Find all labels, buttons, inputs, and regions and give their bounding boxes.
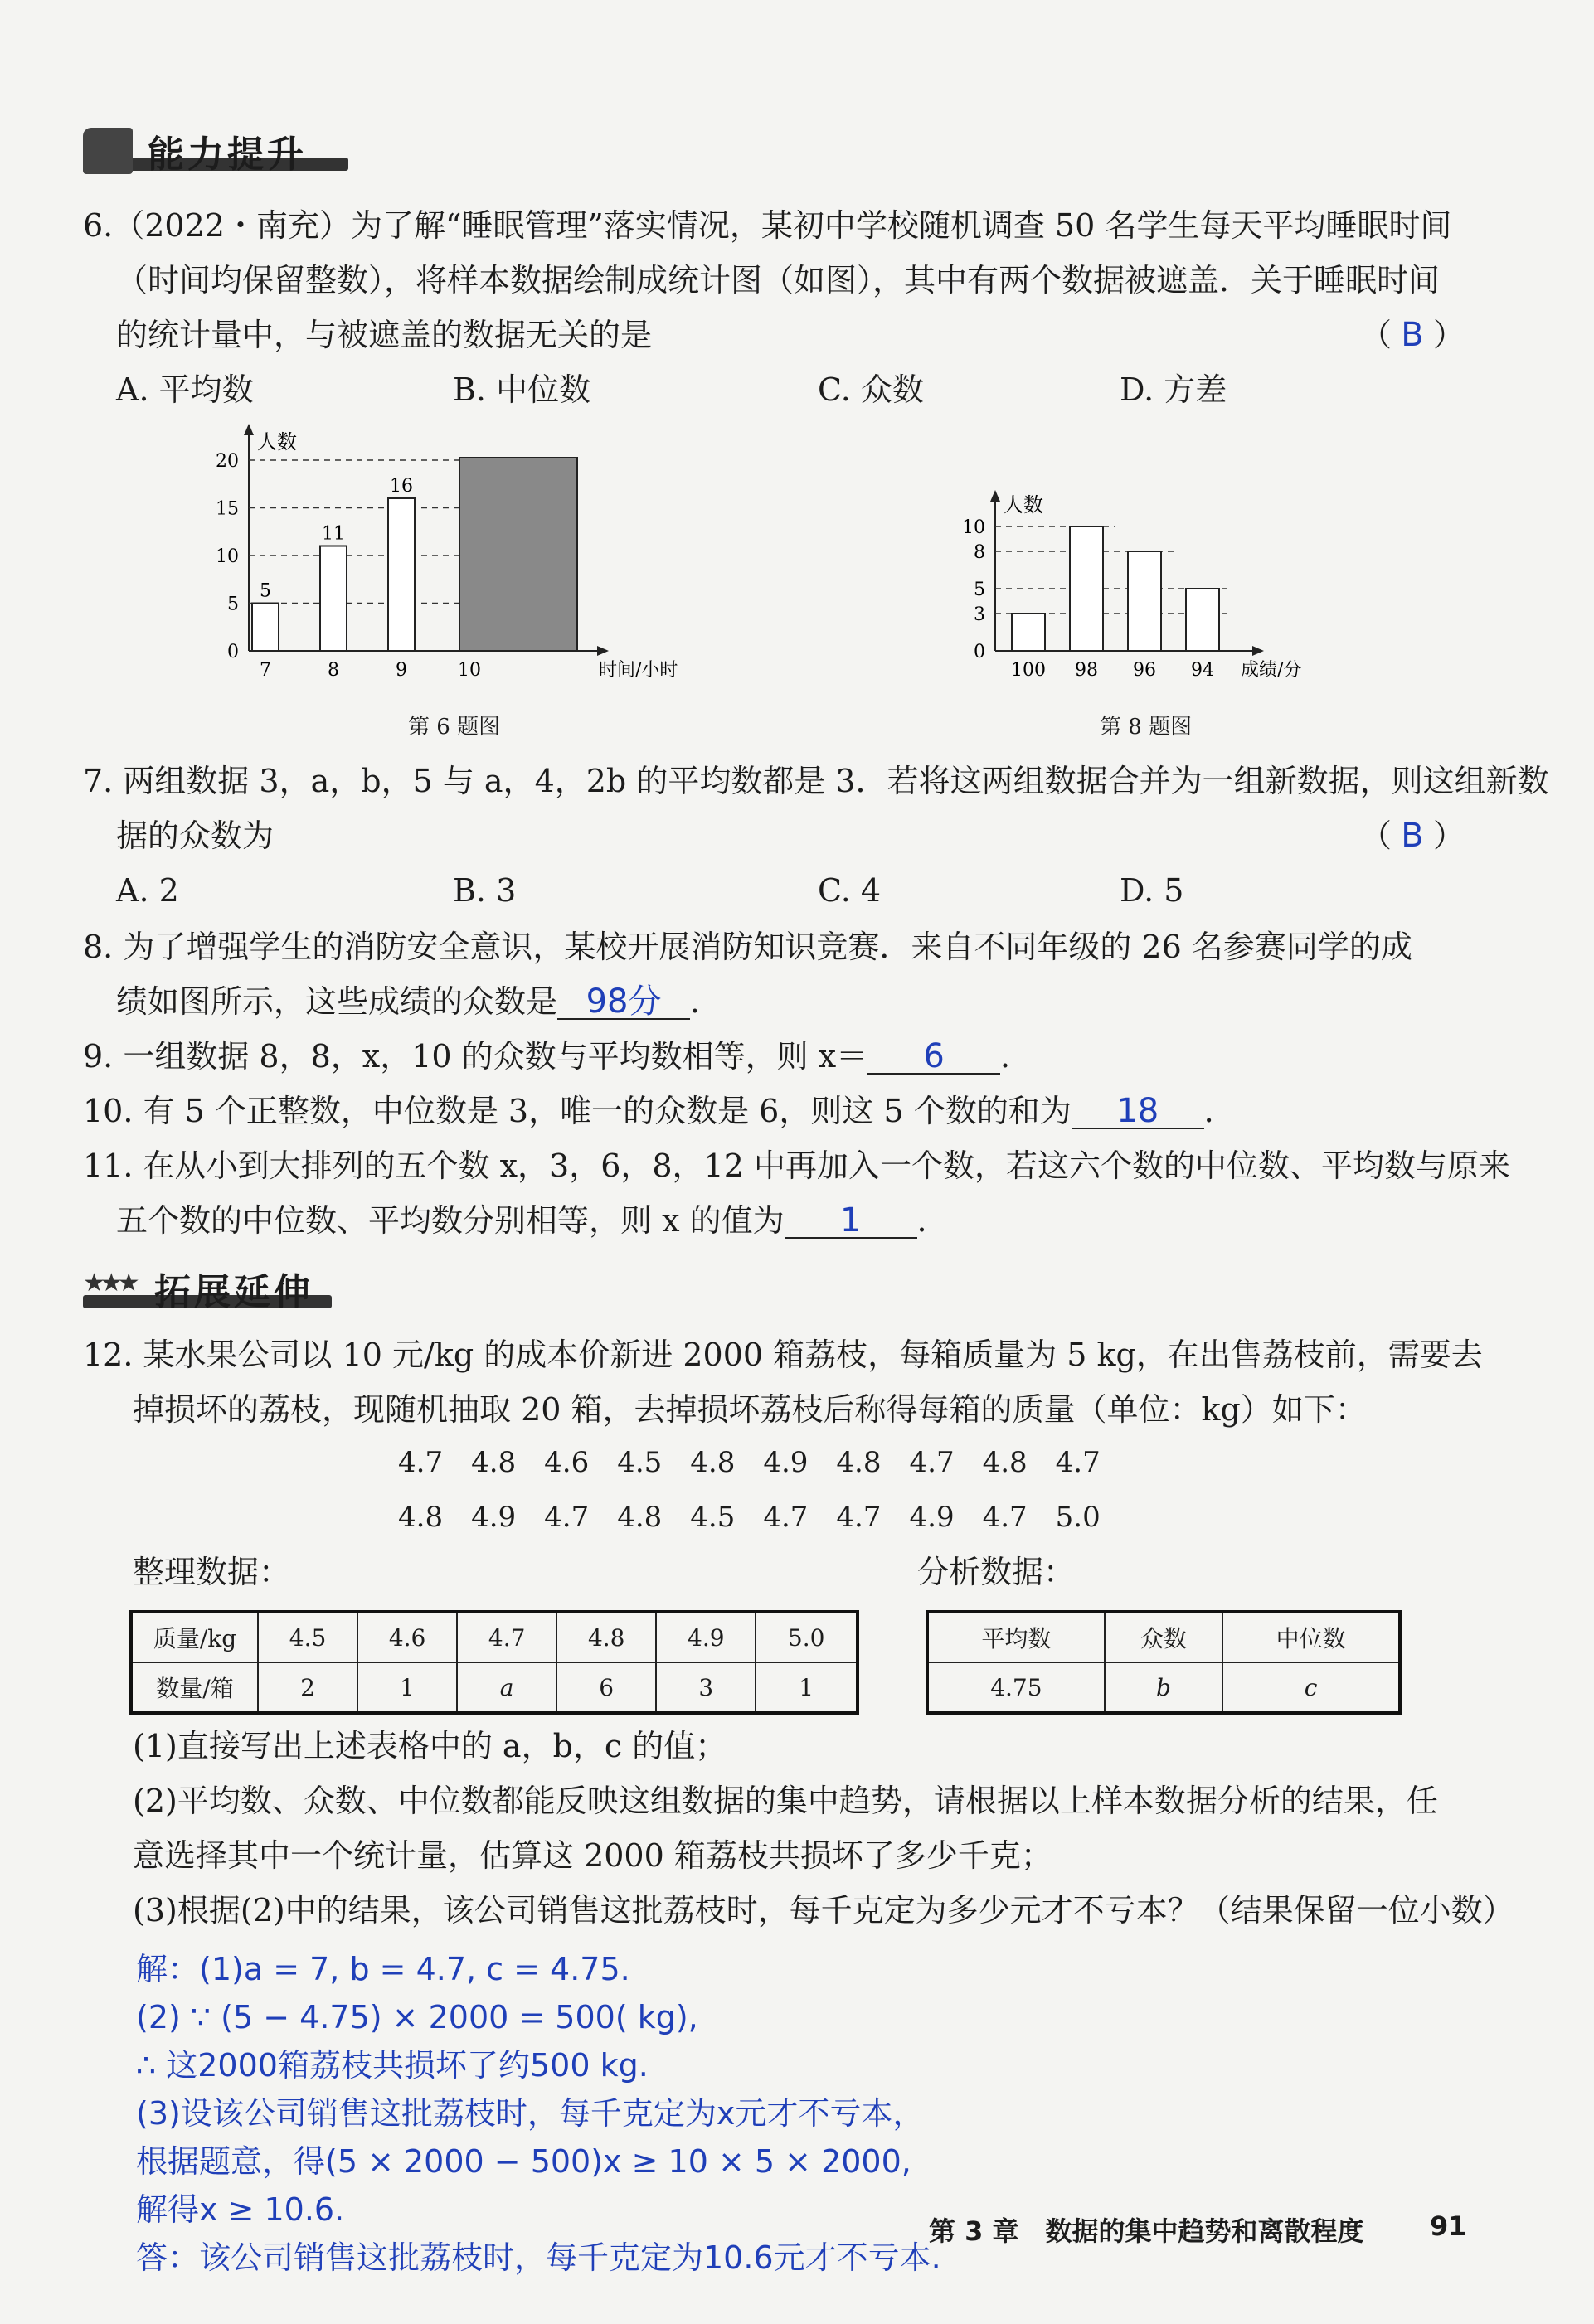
bar-value-label: 5 <box>260 580 271 602</box>
q8-end: ． <box>690 983 722 1020</box>
y-tick-label: 10 <box>216 546 239 567</box>
q12-line1: 12. 某水果公司以 10 元/kg 的成本价新进 2000 箱荔枝，每箱质量为 5 kg，在出售荔枝前，需要去 <box>83 1337 1483 1373</box>
table-row <box>927 1662 1400 1713</box>
table-cell: 质量/kg <box>131 1612 258 1662</box>
q7-option-b: B. 3 <box>453 872 517 909</box>
q6-line2: （时间均保留整数），将样本数据绘制成统计图（如图），其中有两个数据被遮盖．关于睡眠时间 <box>116 262 1441 298</box>
paren-left: （ <box>1360 818 1392 854</box>
y-axis-label: 人数 <box>257 430 297 454</box>
q9-line <box>83 1036 1032 1076</box>
bar <box>388 498 415 651</box>
chart-q8 <box>945 464 1344 688</box>
q11-line2 <box>116 1201 949 1240</box>
section-title: 拓展延伸 <box>154 1271 313 1313</box>
q12-sub1: (1)直接写出上述表格中的 a，b，c 的值； <box>133 1728 727 1764</box>
q12-line2: 掉损坏的荔枝，现随机抽取 20 箱，去掉损坏荔枝后称得每箱的质量（单位：kg）如下： <box>133 1391 1367 1428</box>
solution-line-2: (2) ∵ (5 − 4.75) × 2000 = 500( kg), <box>136 1999 698 2035</box>
table-cell: 4.9 <box>656 1612 756 1662</box>
q11-text: 五个数的中位数、平均数分别相等，则 x 的值为 <box>116 1202 785 1239</box>
y-axis-arrow <box>244 424 254 435</box>
chart-q6-caption: 第 6 题图 <box>408 715 501 740</box>
table-cell: c <box>1222 1662 1400 1713</box>
table-cell: 4.8 <box>556 1612 656 1662</box>
q12-sub2a: (2)平均数、众数、中位数都能反映这组数据的集中趋势，请根据以上样本数据分析的结果，任 <box>133 1783 1438 1819</box>
x-tick-label: 10 <box>458 660 481 681</box>
bar <box>1070 526 1103 651</box>
q12-data-row1: 4.7 4.8 4.6 4.5 4.8 4.9 4.8 4.7 4.8 4.7 <box>398 1446 1101 1479</box>
bar <box>1012 614 1045 651</box>
x-tick-label: 96 <box>1133 660 1156 681</box>
table-cell: 4.75 <box>927 1662 1105 1713</box>
table-row <box>131 1612 858 1662</box>
x-axis-label: 时间/小时 <box>599 660 678 681</box>
y-tick-label: 0 <box>227 642 239 662</box>
x-tick-label: 9 <box>396 660 407 681</box>
x-tick-label: 98 <box>1075 660 1098 681</box>
table-cell: 1 <box>756 1662 858 1713</box>
x-tick-label: 7 <box>260 660 271 681</box>
paren-left: （ <box>1360 317 1392 353</box>
section-header-extension <box>83 1262 332 1315</box>
solution-line-3: ∴ 这2000箱荔枝共损坏了约500 kg. <box>136 2047 649 2084</box>
q7-option-a: A. 2 <box>116 872 179 909</box>
y-tick-label: 3 <box>974 604 985 625</box>
table-cell: b <box>1105 1662 1223 1713</box>
q12-data-row2: 4.8 4.9 4.7 4.8 4.5 4.7 4.7 4.9 4.7 5.0 <box>398 1501 1101 1534</box>
q10-blank <box>1072 1094 1204 1129</box>
q9-blank <box>867 1037 1000 1075</box>
q6-answer: B <box>1401 316 1424 354</box>
bar <box>252 604 279 652</box>
table-cell: 5.0 <box>756 1612 858 1662</box>
table-cell: 中位数 <box>1222 1612 1400 1662</box>
table-row <box>131 1662 858 1713</box>
organize-label: 整理数据： <box>133 1554 291 1590</box>
table-cell: 数量/箱 <box>131 1662 258 1713</box>
q11-end: ． <box>916 1202 949 1239</box>
table-cell: 4.6 <box>357 1612 457 1662</box>
table-cell: 众数 <box>1105 1612 1223 1662</box>
y-axis-label: 人数 <box>1004 493 1043 517</box>
y-axis-arrow <box>990 490 1000 502</box>
solution-line-7: 答：该公司销售这批荔枝时，每千克定为10.6元才不亏本. <box>136 2239 941 2276</box>
q7-answer: B <box>1401 817 1424 855</box>
table-cell: a <box>457 1662 556 1713</box>
q12-sub2b: 意选择其中一个统计量，估算这 2000 箱荔枝共损坏了多少千克； <box>133 1837 1052 1874</box>
q8-answer: 98分 <box>586 982 662 1021</box>
table-row <box>927 1612 1400 1662</box>
table-cell: 1 <box>357 1662 457 1713</box>
chart-q6 <box>199 415 730 688</box>
y-tick-label: 15 <box>216 498 239 520</box>
bar-value-label: 16 <box>390 476 413 497</box>
q8-line1: 8. 为了增强学生的消防安全意识，某校开展消防知识竞赛．来自不同年级的 26 名参赛同学的成 <box>83 929 1412 965</box>
solution-line-6: 解得x ≥ 10.6. <box>136 2191 345 2228</box>
y-tick-label: 8 <box>974 542 985 563</box>
q10-text: 10. 有 5 个正整数，中位数是 3，唯一的众数是 6，则这 5 个数的和为 <box>83 1093 1072 1129</box>
y-tick-label: 5 <box>974 580 985 600</box>
q9-end: ． <box>1000 1038 1033 1075</box>
q6-option-c: C. 众数 <box>818 371 924 408</box>
q11-blank <box>785 1201 917 1240</box>
paren-right: ） <box>1433 818 1465 854</box>
section-title: 能力提升 <box>148 133 307 176</box>
y-tick-label: 5 <box>227 594 239 615</box>
x-axis-arrow <box>597 646 609 656</box>
q11-answer: 1 <box>839 1201 862 1240</box>
solution-line-4: (3)设该公司销售这批荔枝时，每千克定为x元才不亏本， <box>136 2095 925 2132</box>
table-cell: 4.7 <box>457 1612 556 1662</box>
bar <box>1128 551 1161 651</box>
covered-region <box>459 458 577 651</box>
q6-option-b: B. 中位数 <box>453 371 591 408</box>
organize-table <box>129 1610 859 1715</box>
chart-q8-caption: 第 8 题图 <box>1100 715 1193 740</box>
paren-right: ） <box>1433 317 1465 353</box>
x-tick-label: 100 <box>1011 660 1046 681</box>
stars-icon: ★★★ <box>83 1269 135 1298</box>
footer-chapter: 第 3 章 数据的集中趋势和离散程度 <box>929 2215 1364 2247</box>
q8-line2 <box>116 982 722 1021</box>
table-cell: 3 <box>656 1662 756 1713</box>
q7-line1: 7. 两组数据 3，a，b，5 与 a，4，2b 的平均数都是 3．若将这两组数据合并为一组新数据，则这组新数 <box>83 763 1549 799</box>
q10-answer: 18 <box>1116 1092 1159 1130</box>
q6-option-a: A. 平均数 <box>116 371 254 408</box>
q6-option-d: D. 方差 <box>1120 371 1227 408</box>
q7-option-c: C. 4 <box>818 872 882 909</box>
q10-end: ． <box>1203 1093 1236 1129</box>
table-cell: 2 <box>258 1662 357 1713</box>
y-tick-label: 10 <box>962 517 985 538</box>
table-cell: 6 <box>556 1662 656 1713</box>
q8-text: 绩如图所示，这些成绩的众数是 <box>116 983 558 1020</box>
section-header-ability <box>83 124 348 177</box>
page-number: 91 <box>1430 2210 1467 2242</box>
q12-sub3: (3)根据(2)中的结果，该公司销售这批荔枝时，每千克定为多少元才不亏本？（结果保留一位小数） <box>133 1892 1514 1929</box>
x-axis-label: 成绩/分 <box>1241 660 1302 681</box>
x-tick-label: 94 <box>1191 660 1214 681</box>
solution-line-5: 根据题意，得(5 × 2000 − 500)x ≥ 10 × 5 × 2000, <box>136 2143 911 2180</box>
q11-line1: 11. 在从小到大排列的五个数 x，3，6，8，12 中再加入一个数，若这六个数的中位数、平均数与原来 <box>83 1147 1510 1184</box>
section-icon <box>83 128 133 174</box>
x-axis-arrow <box>1252 646 1264 656</box>
q9-answer: 6 <box>923 1037 945 1075</box>
q9-text: 9. 一组数据 8，8，x，10 的众数与平均数相等，则 x＝ <box>83 1038 868 1075</box>
analyze-label: 分析数据： <box>917 1554 1076 1590</box>
q7-option-d: D. 5 <box>1120 872 1184 909</box>
y-tick-label: 20 <box>216 451 239 472</box>
solution-line-1: 解：(1)a = 7, b = 4.7, c = 4.75. <box>136 1951 630 1987</box>
q10-line <box>83 1091 1236 1131</box>
analyze-table <box>926 1610 1402 1715</box>
q8-blank <box>557 982 690 1021</box>
y-tick-label: 0 <box>974 642 985 662</box>
q7-answer-bracket <box>1360 816 1465 856</box>
table-cell: 平均数 <box>927 1612 1105 1662</box>
bar <box>1186 589 1219 651</box>
q6-line3: 的统计量中，与被遮盖的数据无关的是 <box>116 317 653 353</box>
bar-value-label: 11 <box>322 523 345 545</box>
q7-line2: 据的众数为 <box>116 818 275 854</box>
bar <box>320 546 347 652</box>
q6-line1: 6.（2022・南充）为了解“睡眠管理”落实情况，某初中学校随机调查 50 名学生每天平均睡眠时间 <box>83 207 1452 244</box>
x-tick-label: 8 <box>328 660 339 681</box>
q6-answer-bracket <box>1360 315 1465 355</box>
table-cell: 4.5 <box>258 1612 357 1662</box>
